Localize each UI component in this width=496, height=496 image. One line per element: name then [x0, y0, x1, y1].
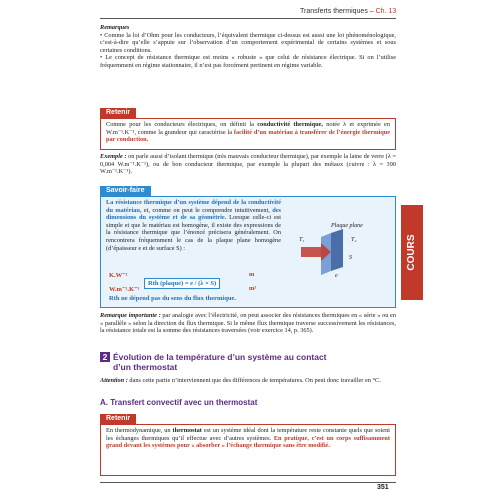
- t2-label: T₂: [351, 237, 357, 243]
- remarque-importante: [100, 312, 396, 335]
- figure-caption: Plaque plane: [331, 223, 363, 229]
- header-rule: [100, 18, 396, 19]
- cours-tab-label: COURS: [406, 234, 417, 271]
- page-number: 351: [377, 484, 389, 491]
- remarques-block: [100, 24, 396, 70]
- exemple-lead: Exemple :: [100, 153, 127, 160]
- retenir-text-1: [101, 119, 395, 146]
- sf-t2: et, comme on peut le comprendre intuitivement,: [141, 206, 273, 214]
- retenir-box-2: [100, 424, 396, 476]
- remarque-imp-text: par analogie avec l’électricité, on peut associer des résistances thermiques en « série » ou en « parallèle » selon la direction du flux thermique. Si le même flux thermique traverse successivement les résistances, la résistance totale est la somme des résistances traversées (voir exercice 14, p. 365).: [100, 312, 396, 335]
- section-title-1: Évolution de la température d’un système au contact: [113, 352, 327, 362]
- exemple-block: [100, 153, 396, 176]
- attention-text: dans cette partie n’interviennent que des différences de températures. On peut donc travailler en °C.: [127, 377, 381, 384]
- section-2-heading: [100, 352, 327, 372]
- formula-unit-m: m: [249, 271, 255, 278]
- header-title: Transferts thermiques: [300, 8, 368, 15]
- t1-label: T₁: [299, 237, 305, 243]
- running-header: Transferts thermiques – Ch. 13: [300, 8, 397, 15]
- retenir2-p1: En thermodynamique, un: [106, 427, 173, 434]
- retenir1-p2: notée λ et exprimée en W.m⁻¹.K⁻¹, comme la grandeur qui caractérise la: [106, 121, 390, 136]
- e-label: e: [335, 273, 338, 279]
- formula-note: Rth ne dépend pas du sens du flux thermique.: [109, 295, 236, 302]
- plate-side: [331, 229, 343, 271]
- cours-tab: [401, 205, 423, 300]
- remarques-bullet-1: • Comme la loi d’Ohm pour les conducteurs, l’équivalent thermique ci-dessus est aussi une loi phénoménologique, c’est-à-dire qu’elle s’appuie sur l’observation d’un comportement expérimental de certains systèmes et sous certaines conditions.: [100, 31, 396, 54]
- exemple-text: on parle aussi d’isolant thermique (très mauvais conducteur thermique), par exemple la laine de verre (λ = 0,004 W.m⁻¹.K⁻¹), ou de bon conducteur thermique, par exemple la plupart des métaux (cuivre : λ = 390 W.m⁻¹.K⁻¹).: [100, 153, 396, 176]
- attention-block: [100, 377, 396, 385]
- retenir2-p2: est un système idéal dont la température reste constante quels que soient les échanges thermiques qu’il effectue avec d’autres systèmes.: [106, 427, 390, 442]
- formula-unit-m2: m²: [249, 285, 257, 292]
- savoirfaire-box: [100, 196, 396, 308]
- remarque-imp-lead: Remarque importante :: [100, 312, 161, 319]
- formula-block: [109, 271, 289, 303]
- retenir-text-2: [101, 425, 395, 452]
- savoirfaire-label: Savoir-faire: [100, 186, 151, 196]
- remarques-title: Remarques: [100, 24, 130, 31]
- formula-main: Rth (plaque) = e / (λ × S): [144, 278, 220, 289]
- retenir-label-2: Retenir: [100, 414, 136, 424]
- remarques-bullet-2: • Le concept de résistance thermique est moins « robuste » que celui de résistance électrique. Si on l’utilise fréquemment en régime stationnaire, il n’est pas forcément pertinent en régime variable.: [100, 54, 396, 69]
- s-label: S: [349, 255, 352, 261]
- footer-rule: [100, 482, 396, 483]
- retenir1-p1: Comme pour les conducteurs électriques, on définit la: [106, 121, 258, 128]
- retenir-label-1: Retenir: [100, 108, 136, 118]
- retenir1-bold: conductivité thermique,: [257, 121, 323, 128]
- section-number: 2: [100, 352, 110, 362]
- attention-lead: Attention :: [100, 377, 128, 384]
- sf-t1: La résistance thermique d’un système dépend de la conductivité du matériau,: [106, 199, 281, 214]
- plate-figure: [291, 219, 391, 279]
- subsection-a: A. Transfert convectif avec un thermostat: [100, 398, 258, 407]
- header-chapter: Ch. 13: [375, 8, 397, 15]
- formula-unit-2: W.m⁻¹.K⁻¹: [109, 286, 140, 293]
- retenir2-highlight: En pratique, c’est un corps suffisamment grand devant les systèmes pour « absorber » l’échange thermique sans être modifié.: [106, 434, 390, 450]
- sf-t4: Lorsque celle-ci est simple et que le matériau est homogène, il existe des expressions de la résistance thermique que l’énoncé précisera généralement. On rencontrera fréquemment le cas de la plaque plane homogène (d’épaisseur e et de surface S) :: [106, 214, 281, 252]
- section-title-2: d’un thermostat: [113, 362, 178, 372]
- retenir2-bold: thermostat: [172, 427, 202, 434]
- retenir-box-1: [100, 118, 396, 150]
- savoirfaire-text: [101, 197, 286, 254]
- retenir1-highlight: facilité d’un matériau à transférer de l’énergie thermique par conduction.: [106, 128, 390, 144]
- sf-t3: des dimensions du système et de sa géométrie.: [106, 206, 281, 222]
- formula-unit-1: K.W⁻¹: [109, 272, 128, 279]
